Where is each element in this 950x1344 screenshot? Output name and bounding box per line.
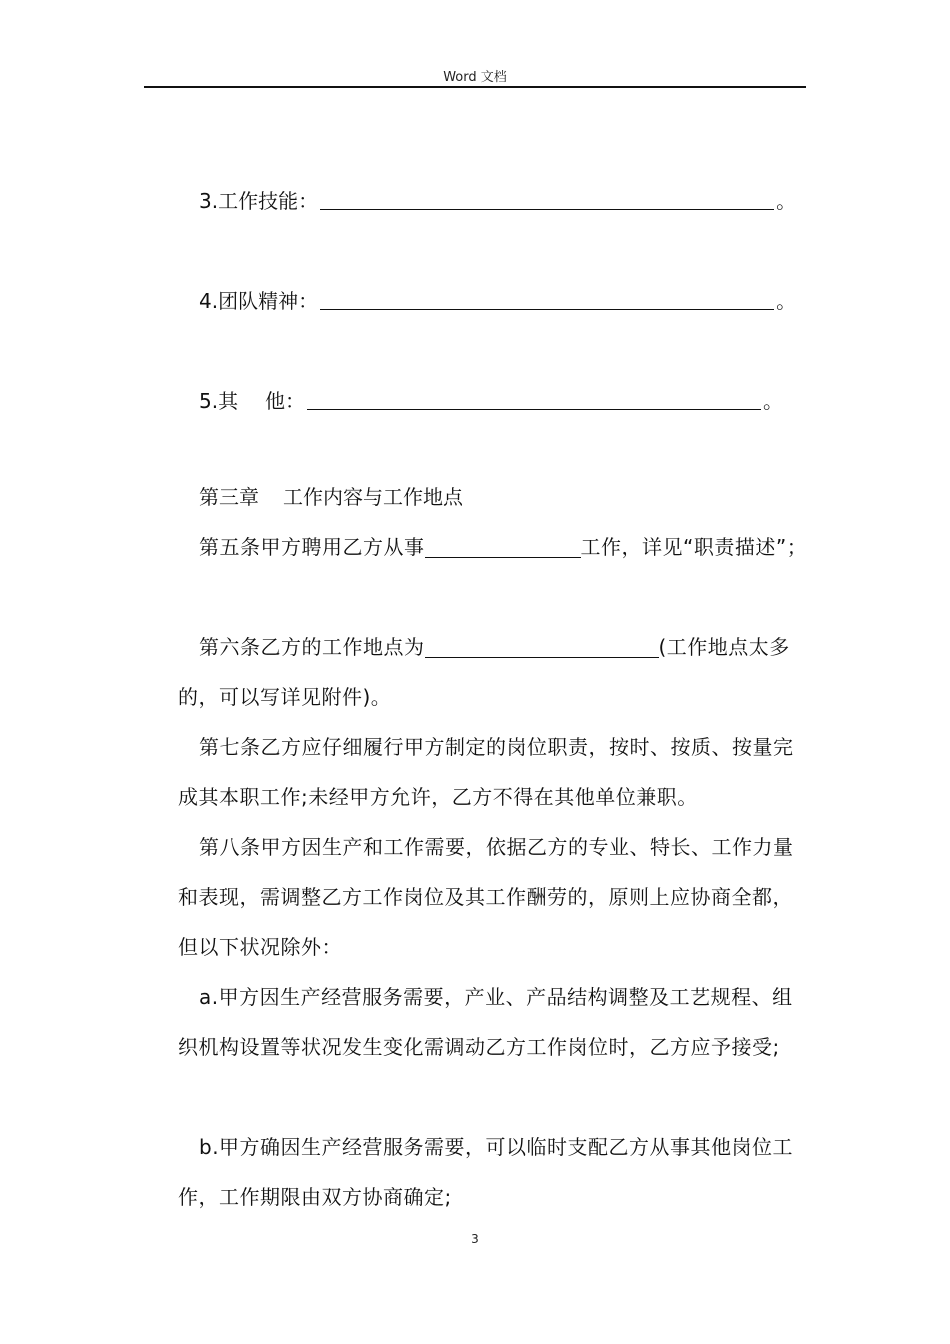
chapter-number: 第三章 xyxy=(199,485,259,509)
field-end: 。 xyxy=(776,189,797,213)
field-label-part-a: 5.其 xyxy=(199,389,239,413)
fill-in-blank xyxy=(425,635,659,658)
field-label: 3.工作技能： xyxy=(199,189,319,213)
article-5-text-before: 第五条甲方聘用乙方从事 xyxy=(199,535,425,559)
header-divider xyxy=(144,86,806,88)
field-work-skills xyxy=(199,188,796,214)
page-number: 3 xyxy=(471,1232,479,1246)
item-b: b.甲方确因生产经营服务需要，可以临时支配乙方从事其他岗位工作，工作期限由双方协商确定; xyxy=(178,1135,794,1209)
field-label-part-b: 他： xyxy=(265,389,305,413)
chapter-heading xyxy=(199,484,463,510)
article-8: 第八条甲方因生产和工作需要，依据乙方的专业、特长、工作力量和表现，需调整乙方工作岗位及其工作酬劳的，原则上应协商全都，但以下状况除外： xyxy=(178,835,794,959)
fill-in-blank xyxy=(320,289,774,310)
item-a: a.甲方因生产经营服务需要，产业、产品结构调整及工艺规程、组织机构设置等状况发生变化需调动乙方工作岗位时，乙方应予接受; xyxy=(178,985,793,1059)
article-6 xyxy=(178,622,808,722)
article-7: 第七条乙方应仔细履行甲方制定的岗位职责，按时、按质、按量完成其本职工作;未经甲方允许，乙方不得在其他单位兼职。 xyxy=(178,735,794,809)
chapter-title: 工作内容与工作地点 xyxy=(283,485,463,509)
fill-in-blank xyxy=(425,535,581,558)
field-team-spirit xyxy=(199,288,796,314)
field-label: 4.团队精神： xyxy=(199,289,319,313)
article-6-text-before: 第六条乙方的工作地点为 xyxy=(199,635,425,659)
field-end: 。 xyxy=(776,289,797,313)
article-5-text-after: 工作，详见“职责描述”； xyxy=(580,535,808,559)
article-6-text-after: (工作地点太多的，可以写详见附件)。 xyxy=(178,635,790,709)
field-end: 。 xyxy=(763,389,783,413)
article-5 xyxy=(178,522,808,572)
field-other xyxy=(199,388,783,414)
page-header-title: Word 文档 xyxy=(443,70,507,85)
fill-in-blank xyxy=(307,389,761,410)
fill-in-blank xyxy=(320,189,774,210)
